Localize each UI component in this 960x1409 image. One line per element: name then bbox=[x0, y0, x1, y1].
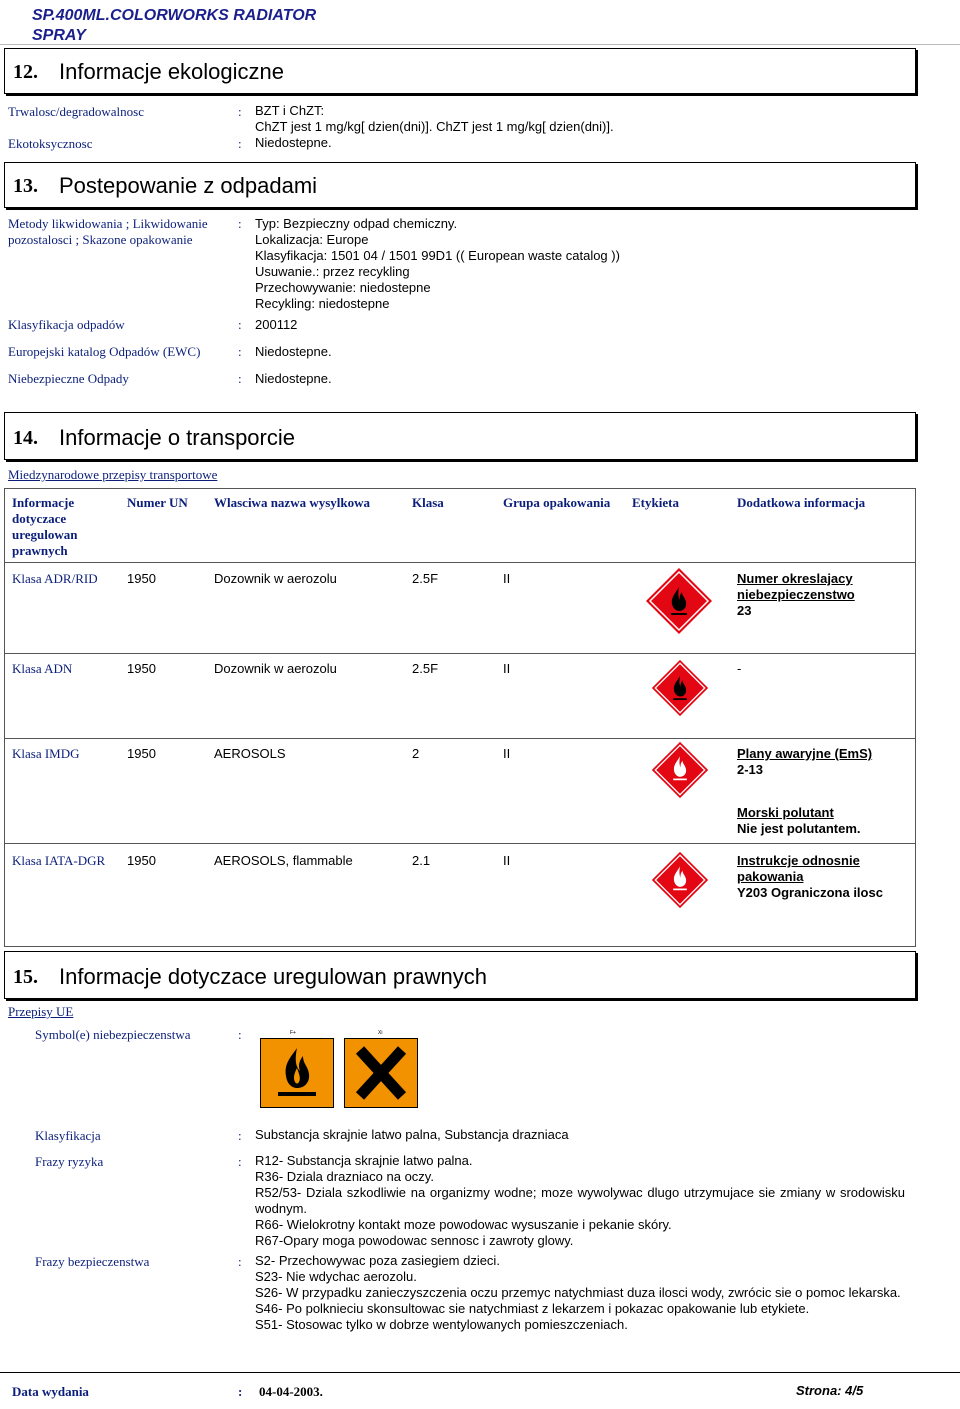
ekotoksycznosc-label: Ekotoksycznosc bbox=[8, 136, 93, 151]
info-heading: Instrukcje odnosnie pakowania bbox=[737, 853, 860, 884]
col-header-grupa: Grupa opakowania bbox=[503, 495, 611, 510]
col-header-nazwa: Wlasciwa nazwa wysylkowa bbox=[214, 495, 371, 510]
section-number: 12. bbox=[13, 61, 38, 83]
info-value: 2-13 bbox=[737, 762, 764, 777]
cell-klasa: 2.5F bbox=[412, 661, 439, 676]
section-title: Informacje o transporcie bbox=[59, 425, 295, 450]
colon: : bbox=[238, 1254, 242, 1269]
list-item: S23- Nie wdychac aerozolu. bbox=[255, 1269, 417, 1284]
ewc-label: Europejski katalog Odpadów (EWC) bbox=[8, 344, 201, 359]
cell-klasa: 2.5F bbox=[412, 571, 439, 586]
flame-diamond-icon bbox=[645, 567, 713, 635]
col-header-informacje: Informacje dotyczace uregulowan prawnych bbox=[12, 495, 78, 558]
section-14-header bbox=[4, 412, 916, 460]
frazy-bezpieczenstwa-list bbox=[255, 1253, 905, 1333]
list-item: S51- Stosowac tylko w dobrze wentylowanych pomieszczeniach. bbox=[255, 1317, 628, 1332]
cell-un: 1950 bbox=[127, 661, 156, 676]
row-divider bbox=[5, 843, 915, 844]
cell-klasa: 2 bbox=[412, 746, 420, 761]
transport-subheading: Miedzynarodowe przepisy transportowe bbox=[8, 467, 218, 482]
cell-grupa: II bbox=[503, 571, 511, 586]
cell-un: 1950 bbox=[127, 853, 156, 868]
colon: : bbox=[238, 317, 242, 332]
trwalosc-line: ChZT jest 1 mg/kg[ dzien(dni)]. ChZT jest 1 mg/kg[ dzien(dni)]. bbox=[255, 119, 614, 134]
info-heading: Plany awaryjne (EmS) bbox=[737, 746, 873, 761]
metody-value bbox=[255, 216, 620, 312]
info-value: Nie jest polutantem. bbox=[737, 821, 861, 836]
hazard-symbol-cross bbox=[344, 1030, 420, 1108]
list-item: R52/53- Dziala szkodliwie na organizmy wodne; moze wywolywac dlugo utrzymujace sie zmiany w srodowisku wodnym. bbox=[255, 1185, 905, 1216]
klasyfikacja-odpadow-label: Klasyfikacja odpadów bbox=[8, 317, 125, 332]
col-header-numer-un: Numer UN bbox=[127, 495, 188, 510]
symbol-code: F+ bbox=[290, 1030, 296, 1036]
klasyfikacja-odpadow-value: 200112 bbox=[255, 317, 298, 332]
list-item: R67-Opary moga powodowac sennosc i zawroty glowy. bbox=[255, 1233, 574, 1248]
flame-diamond-icon bbox=[651, 659, 709, 717]
info-heading: Numer okreslajacy niebezpieczenstwo bbox=[737, 571, 855, 602]
product-title bbox=[32, 6, 316, 46]
colon: : bbox=[238, 216, 242, 231]
cell-name: AEROSOLS, flammable bbox=[214, 853, 353, 868]
row-reg-imdg: Klasa IMDG bbox=[12, 746, 80, 761]
row-divider bbox=[5, 562, 915, 563]
cell-grupa: II bbox=[503, 661, 511, 676]
section-number: 15. bbox=[13, 966, 38, 988]
cell-un: 1950 bbox=[127, 571, 156, 586]
document-footer bbox=[0, 1372, 960, 1409]
section-title: Informacje dotyczace uregulowan prawnych bbox=[59, 964, 488, 989]
ekotoksycznosc-value: Niedostepne. bbox=[255, 135, 332, 150]
list-item: R12- Substancja skrajnie latwo palna. bbox=[255, 1153, 473, 1168]
symbole-label: Symbol(e) niebezpieczenstwa bbox=[35, 1027, 191, 1042]
product-title-line2: SPRAY bbox=[32, 27, 86, 44]
row-divider bbox=[5, 738, 915, 739]
info-value: 23 bbox=[737, 603, 752, 618]
section-title: Informacje ekologiczne bbox=[59, 59, 285, 84]
info-adr bbox=[737, 571, 907, 619]
colon: : bbox=[238, 104, 242, 119]
ewc-value: Niedostepne. bbox=[255, 344, 332, 359]
flame-square-icon bbox=[260, 1038, 334, 1108]
cell-name: AEROSOLS bbox=[214, 746, 286, 761]
cross-square-icon bbox=[344, 1038, 418, 1108]
info-iata bbox=[737, 853, 907, 901]
row-divider bbox=[5, 653, 915, 654]
metody-label-line: Metody likwidowania ; Likwidowanie bbox=[8, 216, 208, 231]
przepisy-ue-subheading: Przepisy UE bbox=[8, 1004, 74, 1019]
trwalosc-label: Trwalosc/degradowalnosc bbox=[8, 104, 144, 119]
list-item: S2- Przechowywac poza zasiegiem dzieci. bbox=[255, 1253, 500, 1268]
colon: : bbox=[238, 1154, 242, 1169]
cell-grupa: II bbox=[503, 853, 511, 868]
section-number: 13. bbox=[13, 175, 38, 197]
row-reg-iata: Klasa IATA-DGR bbox=[12, 853, 106, 868]
trwalosc-value bbox=[255, 103, 614, 135]
info-heading: Morski polutant bbox=[737, 805, 834, 820]
metody-line: Typ: Bezpieczny odpad chemiczny. bbox=[255, 216, 458, 231]
list-item: R66- Wielokrotny kontakt moze powodowac wysuszanie i pekanie skóry. bbox=[255, 1217, 672, 1232]
section-15-header bbox=[4, 951, 916, 999]
trwalosc-line: BZT i ChZT: bbox=[255, 103, 325, 118]
list-item: S46- Po polknieciu skonsultowac sie natychmiast z lekarzem i pokazac opakowanie lub etykiete. bbox=[255, 1301, 810, 1316]
colon: : bbox=[238, 1128, 242, 1143]
niebezpieczne-odpady-value: Niedostepne. bbox=[255, 371, 332, 386]
footer-date: 04-04-2003. bbox=[259, 1384, 323, 1399]
info-adn: - bbox=[737, 661, 742, 676]
symbol-code: Xi bbox=[378, 1030, 383, 1036]
cell-un: 1950 bbox=[127, 746, 156, 761]
list-item: S26- W przypadku zanieczyszczenia oczu przemyc natychmiast duza ilosci wody, zwrócic sie o pomoc lekarska. bbox=[255, 1285, 901, 1300]
metody-line: Recykling: niedostepne bbox=[255, 296, 390, 311]
cell-klasa: 2.1 bbox=[412, 853, 431, 868]
colon: : bbox=[238, 1027, 242, 1042]
flame-diamond-icon bbox=[651, 851, 709, 909]
metody-label bbox=[8, 216, 208, 248]
section-title: Postepowanie z odpadami bbox=[59, 173, 318, 198]
klasyfikacja-label: Klasyfikacja bbox=[35, 1128, 101, 1143]
frazy-bezpieczenstwa-label: Frazy bezpieczenstwa bbox=[35, 1254, 150, 1269]
page-number: Strona: 4/5 bbox=[796, 1383, 864, 1398]
col-header-klasa: Klasa bbox=[412, 495, 444, 510]
hazard-symbol-flame bbox=[260, 1030, 336, 1108]
flame-diamond-icon bbox=[651, 741, 709, 799]
frazy-ryzyka-label: Frazy ryzyka bbox=[35, 1154, 104, 1169]
metody-line: Lokalizacja: Europe bbox=[255, 232, 369, 247]
cell-name: Dozownik w aerozolu bbox=[214, 571, 337, 586]
colon: : bbox=[238, 1384, 243, 1399]
footer-label: Data wydania bbox=[12, 1384, 89, 1399]
list-item: R36- Dziala drazniaco na oczy. bbox=[255, 1169, 434, 1184]
niebezpieczne-odpady-label: Niebezpieczne Odpady bbox=[8, 371, 129, 386]
colon: : bbox=[238, 371, 242, 386]
col-header-etykieta: Etykieta bbox=[632, 495, 679, 510]
document-header bbox=[0, 0, 960, 45]
cell-name: Dozownik w aerozolu bbox=[214, 661, 337, 676]
metody-line: Przechowywanie: niedostepne bbox=[255, 280, 431, 295]
colon: : bbox=[238, 136, 242, 151]
cell-grupa: II bbox=[503, 746, 511, 761]
metody-line: Klasyfikacja: 1501 04 / 1501 99D1 (( European waste catalog )) bbox=[255, 248, 620, 263]
frazy-ryzyka-list bbox=[255, 1153, 905, 1249]
section-number: 14. bbox=[13, 427, 38, 449]
row-reg-adn: Klasa ADN bbox=[12, 661, 73, 676]
col-header-dodatkowa: Dodatkowa informacja bbox=[737, 495, 866, 510]
colon: : bbox=[238, 344, 242, 359]
klasyfikacja-value: Substancja skrajnie latwo palna, Substancja drazniaca bbox=[255, 1127, 569, 1142]
section-13-header bbox=[4, 162, 916, 208]
section-12-header bbox=[4, 48, 916, 94]
metody-label-line: pozostalosci ; Skazone opakowanie bbox=[8, 232, 193, 247]
metody-line: Usuwanie.: przez recykling bbox=[255, 264, 410, 279]
info-imdg bbox=[737, 746, 907, 837]
info-value: Y203 Ograniczona ilosc bbox=[737, 885, 883, 900]
transport-table bbox=[4, 488, 916, 947]
product-title-line1: SP.400ML.COLORWORKS RADIATOR bbox=[32, 7, 317, 24]
row-reg-adr: Klasa ADR/RID bbox=[12, 571, 98, 586]
